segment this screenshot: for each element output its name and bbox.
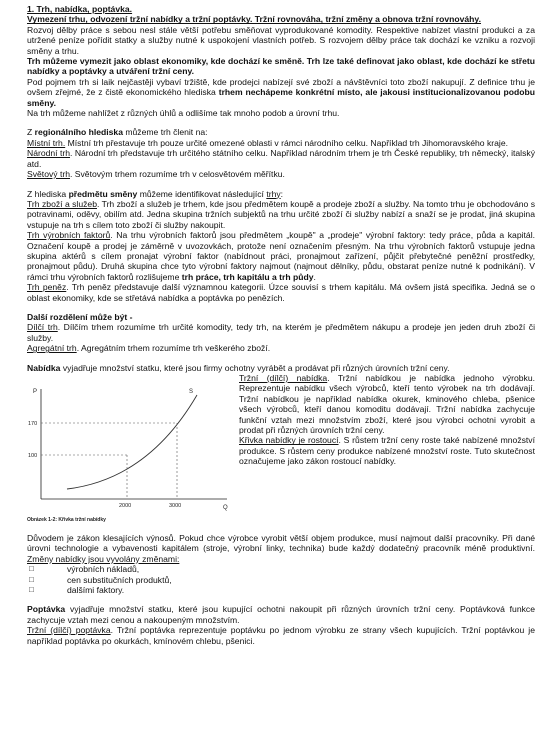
demand-intro: Poptávka vyjadřuje množství statku, které jsou kupující ochotni nakoupit při různých úrovních tržní ceny. Poptávková funkce zachycuje vztah mezi cenou a nakoupeným množstvím. bbox=[27, 604, 535, 625]
further-division-heading: Další rozdělení může být - bbox=[27, 311, 133, 322]
page-title: 1. Trh, nabídka, poptávka. bbox=[27, 4, 133, 14]
x-tick-3000: 3000 bbox=[169, 503, 182, 509]
list-item: □ výrobních nákladů, bbox=[29, 564, 140, 575]
partial-market-paragraph: Dílčí trh. Dílčím trhem rozumíme trh určité komodity, tedy trh, na kterém je předmětem nákupu a prodeje jen jeden druh zboží či služby. bbox=[27, 322, 535, 343]
checkbox-bullet-icon: □ bbox=[29, 585, 34, 595]
checkbox-bullet-icon: □ bbox=[29, 564, 34, 574]
diminishing-returns-paragraph: Důvodem je zákon klesajících výnosů. Pokud chce výrobce vyrobit větší objem produkce, musí najmout další pracovníky. Při dané úrovni technologie a vybavenosti kapitálem (stroje, výrobní linky, technika) bude každý dodatečný pracovník méně produktivní. Změny nabídky jsou vyvolány změnami: bbox=[27, 533, 535, 564]
supply-description bbox=[239, 373, 535, 467]
p-axis-label: P bbox=[33, 389, 38, 395]
subject-heading: Z hlediska předmětu směny můžeme identifikovat následující trhy: bbox=[27, 188, 284, 199]
y-tick-100: 100 bbox=[28, 453, 38, 459]
market-concept-bold: trhem nechápeme konkrétní místo, ale jakousi institucionalizovanou podobu směny. bbox=[27, 87, 535, 108]
local-market-item: Místní trh. Místní trh přestavuje trh pouze určité omezené oblasti v rámci národního celku. Například trh Jihomoravského kraje. bbox=[27, 137, 508, 148]
list-item: □ dalšími faktory. bbox=[29, 585, 125, 596]
regional-heading: Z regionálního hlediska můžeme trh členit na: bbox=[27, 127, 208, 138]
market-views-line: Na trh můžeme nahlížet z různých úhlů a odlišíme tak mnoho podob a úrovní trhu. bbox=[27, 108, 340, 119]
y-tick-170: 170 bbox=[28, 421, 38, 427]
world-market-item: Světový trh. Světovým trhem rozumíme trh v celosvětovém měřítku. bbox=[27, 169, 285, 180]
supply-curve-label: S bbox=[189, 389, 194, 395]
supply-figure-row bbox=[27, 373, 535, 533]
section-subtitle: Vymezení trhu, odvození tržní nabídky a tržní poptávky. Tržní rovnováha, tržní změny a obnova tržní rovnováhy. bbox=[27, 14, 481, 25]
aggregate-market-paragraph: Agregátní trh. Agregátním trhem rozumíme trh veškerého zboží. bbox=[27, 343, 271, 354]
partial-demand-paragraph: Tržní (dílčí) poptávka. Tržní poptávka reprezentuje poptávku po jednom výrobku ze strany všech kupujících. Tržní poptávkou je například poptávka po okurkách, kmínovém chlebu, pšenici. bbox=[27, 625, 535, 646]
checkbox-bullet-icon: □ bbox=[29, 574, 34, 584]
list-item: □ cen substitučních produktů, bbox=[29, 574, 172, 585]
market-concept-paragraph: Pod pojmem trh si laik nejčastěji vybaví tržiště, kde prodejci nabízejí své zboží a návštěvníci toto zboží nakupují. Z definice trhu je ovšem zřejmé, že z čistě ekonomického hlediska trhem nechápeme konkrétní místo, ale jakousi institucionalizovanou podobu směny. bbox=[27, 76, 535, 108]
supply-curve-figure bbox=[27, 375, 232, 527]
q-axis-label: Q bbox=[223, 505, 228, 511]
goods-market-paragraph: Trh zboží a služeb. Trh zboží a služeb je trhem, kde jsou předmětem koupě a prodeje zboží a služby. Na tomto trhu je obchodováno s potravinami, oděvy, obilím atd. Jedna skupina tržních subjektů na trhu určité zboží či služby nabízí a snaží se je prodat, jiná skupina vstupuje na trh s cílem toto zboží či služby nakoupit. bbox=[27, 198, 535, 230]
intro-paragraph: Rozvoj dělby práce s sebou nesl stále větší potřebu směňovat vyprodukované komodity. Respektive nabízet vlastní produkci a za utržené peníze pořídit statky a služby nutné k uspokojení vlastních potřeb. S rozvojem dělby práce tak dochází ke vzniku a rozvoji směny a trhu. bbox=[27, 24, 535, 56]
supply-change-list bbox=[27, 564, 535, 595]
partial-supply-paragraph: Tržní (dílčí) nabídka. Tržní nabídkou je nabídka jednoho výrobku. Reprezentuje nabídku všech výrobců, kteří tento výrobek na trh dodávají. Tržní nabídkou je například nabídka okurek, kminového chleba, pšenice všech výrobců, kteří danou komoditu dodávají. Tržní nabídka zachycuje funkční vztah mezi množstvím zboží, které jsou výrobci ochotni vyrobit a prodat při různých úrovních tržní ceny. bbox=[239, 373, 535, 436]
supply-intro: Nabídka vyjadřuje množství statku, které jsou firmy ochotny vyrábět a prodávat při různých úrovních tržní ceny. bbox=[27, 362, 450, 373]
national-market-item: Národní trh. Národní trh představuje trh určitého státního celku. Například národním trhem je trh České republiky, trh německý, italský atd. bbox=[27, 148, 535, 169]
market-definition: Trh můžeme vymezit jako oblast ekonomiky, kde dochází ke směně. Trh lze také definovat jako oblast, kde dochází ke střetu nabídky a poptávky a utváření tržní ceny. bbox=[27, 56, 535, 77]
money-market-paragraph: Trh peněz. Trh peněz představuje další významnou kategorii. Úzce souvisí s trhem kapitálu. Má ovšem jistá specifika. Jedná se o oblast ekonomiky, kde se střetává nabídka a poptávka po penězích. bbox=[27, 282, 535, 303]
x-tick-2000: 2000 bbox=[119, 503, 132, 509]
supply-curve-line bbox=[67, 395, 197, 489]
factors-market-paragraph: Trh výrobních faktorů. Na trhu výrobních faktorů jsou předmětem „koupě" a „prodeje" výrobní faktory: tedy práce, půda a kapitál. Označení koupě a prodej je záměrně v uvozovkách, protože není označením přesným. Na trhu výrobních faktorů vstupuje jedna skupina aktérů s cílem pronajat výrobní faktor (nabídnout práci, pronajmout zařízení, půjčit přebytečné peněžní prostředky, pronajmout půdu). Druhá skupina chce tyto výrobní faktory najmout (najmout dělníky, půdu, obstarat peníze nutné k podnikání). V rámci trhu výrobních faktorů rozlišujeme trh práce, trh kapitálu a trh půdy. bbox=[27, 230, 535, 282]
supply-curve-paragraph: Křivka nabídky je rostoucí. S růstem tržní ceny roste také nabízené množství produkce. S růstem ceny produkce nabízené množství roste. Tuto skutečnost označujeme jako zákon rostoucí nabídky. bbox=[239, 435, 535, 467]
figure-caption: Obrázek 1-2: Křivka tržní nabídky bbox=[27, 517, 106, 523]
supply-curve-svg bbox=[27, 375, 232, 527]
